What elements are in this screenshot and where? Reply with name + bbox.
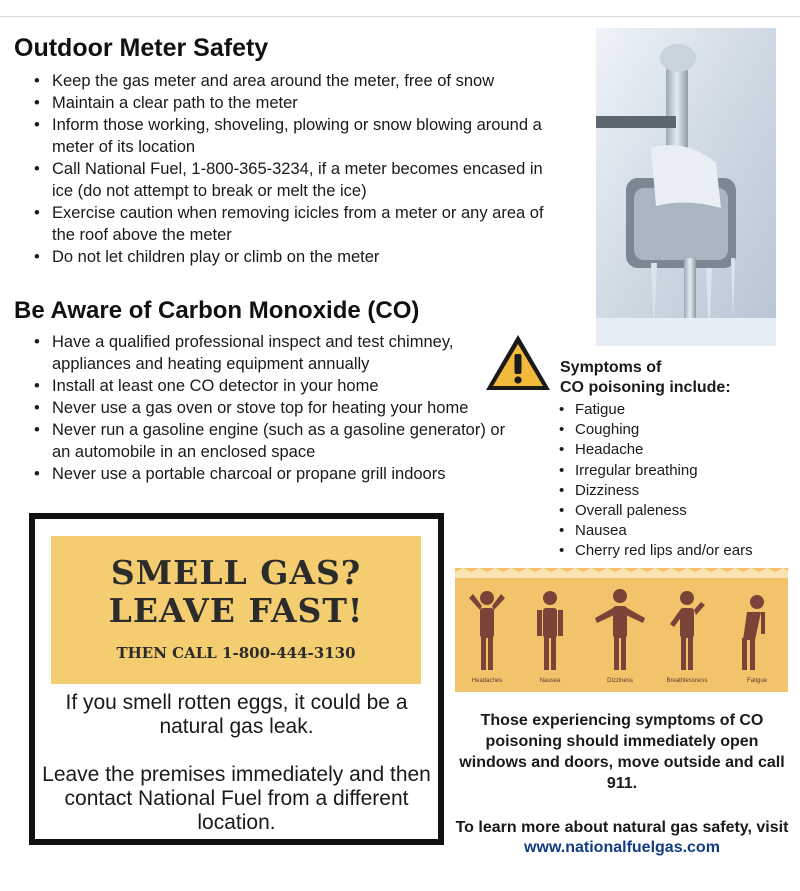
- list-item: • Never use a gas oven or stove top for heating your home: [28, 397, 528, 419]
- symptoms-title: Symptoms of CO poisoning include:: [560, 359, 731, 396]
- list-item: • Overall paleness: [557, 501, 753, 521]
- symptom-illustration-strip: [455, 568, 788, 692]
- list-item: • Inform those working, shoveling, plowing or snow blowing around a meter of its location: [28, 114, 558, 158]
- dizziness-figure-icon: [595, 589, 645, 670]
- list-item: • Never use a portable charcoal or propane grill indoors: [28, 463, 528, 485]
- carbon-monoxide-title: Be Aware of Carbon Monoxide (CO): [14, 297, 420, 324]
- co-symptom-advice: Those experiencing symptoms of CO poisoning should immediately open windows and doors, move outside and call 911.: [459, 712, 785, 792]
- list-item: • Keep the gas meter and area around the meter, free of snow: [28, 70, 558, 92]
- list-item: • Coughing: [557, 420, 753, 440]
- list-item: • Do not let children play or climb on the meter: [28, 246, 558, 268]
- list-item: • Irregular breathing: [557, 461, 753, 481]
- smell-gas-box: [29, 513, 444, 845]
- learn-more: [452, 818, 792, 858]
- rotten-eggs-text: If you smell rotten eggs, it could be a natural gas leak.: [65, 691, 408, 738]
- list-item: • Nausea: [557, 521, 753, 541]
- symptoms-list: [557, 400, 753, 562]
- figure-label: Nausea: [539, 678, 561, 684]
- headache-figure-icon: [469, 591, 505, 670]
- website-link[interactable]: www.nationalfuelgas.com: [524, 839, 720, 856]
- figure-label: Breathlessness: [666, 678, 708, 684]
- breathlessness-figure-icon: [670, 591, 705, 670]
- emergency-number: THEN CALL 1-800-444-3130: [116, 644, 356, 662]
- leave-premises-text: Leave the premises immediately and then contact National Fuel from a different location.: [42, 763, 431, 834]
- list-item: • Call National Fuel, 1-800-365-3234, if a meter becomes encased in ice (do not attempt to break or melt the ice): [28, 158, 558, 202]
- top-divider: [0, 16, 800, 17]
- list-item: • Never run a gasoline engine (such as a gasoline generator) or an automobile in an enclosed space: [28, 419, 528, 463]
- figure-label: Fatigue: [746, 678, 768, 684]
- outdoor-safety-title: Outdoor Meter Safety: [14, 34, 269, 62]
- nausea-figure-icon: [537, 591, 563, 670]
- warning-triangle-icon: [483, 332, 553, 394]
- frozen-gas-meter-photo: [596, 28, 776, 346]
- figure-label: Headaches: [471, 678, 503, 684]
- outdoor-safety-list: [28, 70, 558, 268]
- fatigue-figure-icon: [742, 595, 765, 670]
- list-item: • Exercise caution when removing icicles from a meter or any area of the roof above the meter: [28, 202, 558, 246]
- list-item: • Fatigue: [557, 400, 753, 420]
- smell-gas-banner: [51, 536, 421, 684]
- learn-more-text: To learn more about natural gas safety, visit: [455, 819, 789, 836]
- list-item: • Cherry red lips and/or ears: [557, 541, 753, 561]
- smell-gas-headline: SMELL GAS? LEAVE FAST!: [108, 553, 364, 630]
- figure-label: Dizziness: [607, 678, 633, 684]
- list-item: • Have a qualified professional inspect and test chimney, appliances and heating equipment annually: [28, 331, 528, 375]
- list-item: • Dizziness: [557, 481, 753, 501]
- list-item: • Headache: [557, 440, 753, 460]
- carbon-monoxide-list: [28, 331, 528, 485]
- list-item: • Maintain a clear path to the meter: [28, 92, 558, 114]
- list-item: • Install at least one CO detector in your home: [28, 375, 528, 397]
